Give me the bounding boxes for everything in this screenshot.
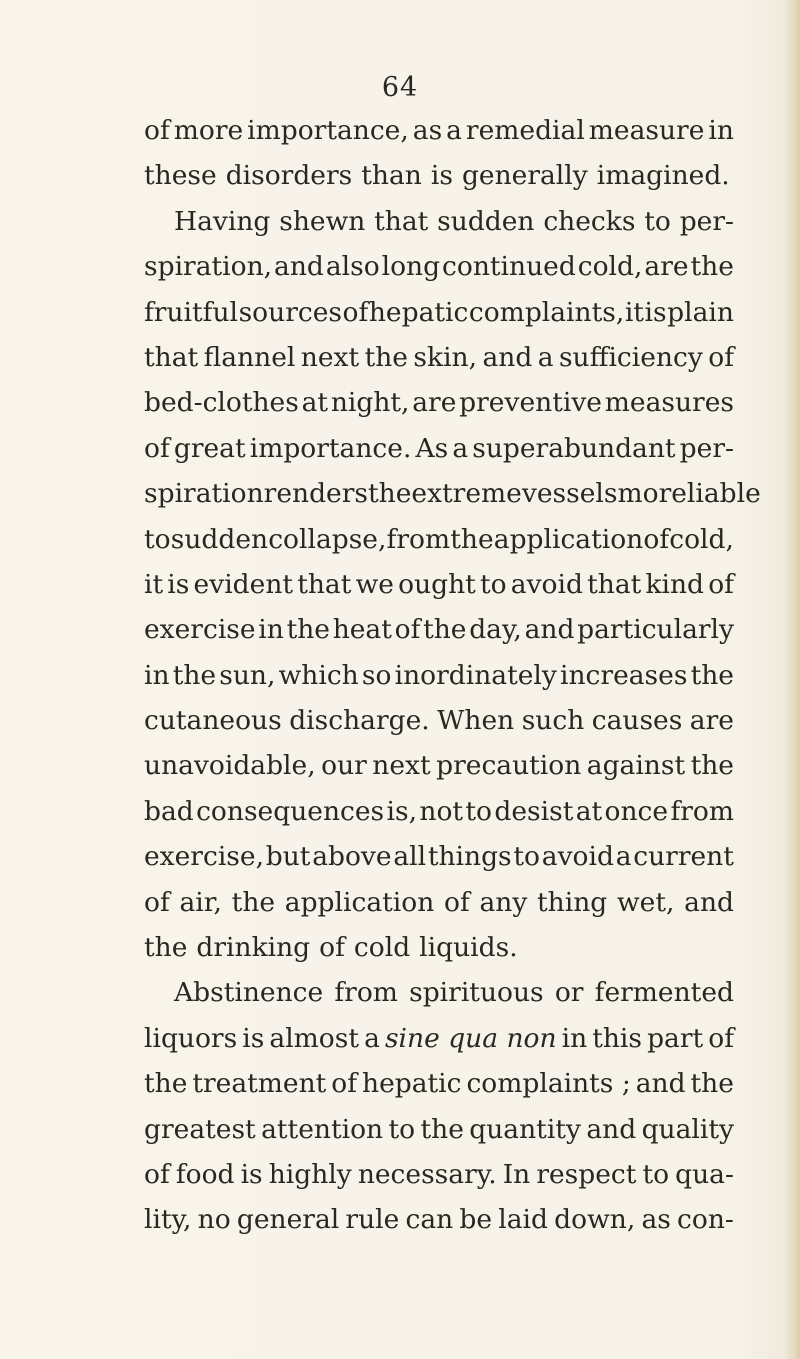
word: rule — [345, 1204, 400, 1236]
text-line — [144, 880, 734, 925]
word: When — [437, 705, 515, 737]
word: treatment — [192, 1068, 327, 1100]
word: liquids. — [419, 932, 518, 964]
word: and — [482, 341, 533, 373]
word: the — [420, 1113, 464, 1145]
word: sources — [238, 296, 342, 328]
word: measures — [604, 387, 734, 419]
word: the — [144, 932, 188, 964]
page-number: 64 — [381, 72, 419, 103]
word: importance, — [247, 115, 409, 146]
word: quality — [641, 1113, 734, 1145]
word: wet, — [616, 886, 675, 918]
word: almost — [269, 1022, 360, 1054]
word: sufficiency — [558, 341, 703, 373]
word: of — [331, 1068, 358, 1100]
word: a — [615, 841, 632, 873]
word: drinking — [196, 932, 311, 964]
word: and — [274, 251, 324, 283]
text-line — [144, 1016, 734, 1061]
word: sudden — [437, 205, 535, 237]
text-line — [144, 562, 734, 607]
word: from — [670, 795, 734, 827]
word: day, — [469, 614, 522, 646]
word: also — [325, 251, 380, 283]
word: part — [647, 1022, 704, 1054]
word: next — [300, 341, 360, 373]
word: all — [393, 841, 427, 873]
word: of — [708, 1022, 734, 1054]
word: shewn — [279, 205, 366, 237]
text-line — [144, 698, 734, 743]
word: to — [465, 795, 493, 827]
word: desist — [494, 795, 574, 827]
word: a — [446, 115, 462, 146]
word: great — [173, 432, 246, 464]
word: to — [644, 205, 671, 237]
text-line — [144, 517, 734, 562]
word: general — [236, 1204, 340, 1236]
text-line — [144, 1152, 734, 1197]
text-line — [144, 290, 734, 335]
word: the — [286, 614, 330, 646]
word: our — [321, 750, 367, 782]
text-line — [144, 789, 734, 834]
text-line — [144, 471, 761, 516]
word: as — [412, 115, 443, 146]
word: liquors — [144, 1022, 238, 1054]
word: bed-clothes — [144, 387, 299, 419]
word: are — [689, 705, 734, 737]
word: long — [381, 251, 441, 283]
word: in — [144, 659, 170, 691]
word: remedial — [465, 115, 585, 146]
word: generally — [461, 160, 588, 192]
word: is — [430, 160, 453, 192]
text-line — [144, 335, 734, 380]
word: it — [144, 568, 164, 600]
word: no — [197, 1204, 231, 1236]
word: fruitful — [144, 296, 239, 328]
word: of — [144, 115, 170, 146]
word: and — [635, 1068, 686, 1100]
text-line — [144, 244, 734, 289]
word: it — [624, 296, 644, 328]
text-line — [144, 653, 734, 698]
text-line — [144, 970, 734, 1015]
word: from — [334, 977, 398, 1009]
word: or — [554, 977, 584, 1009]
word: application — [284, 886, 435, 918]
word: not — [419, 795, 464, 827]
word: the — [450, 523, 494, 555]
word: down, — [554, 1204, 636, 1236]
text-line — [144, 925, 734, 970]
word: the — [690, 1068, 734, 1100]
word: plain — [667, 296, 734, 328]
text-line — [144, 743, 734, 788]
word: Abstinence — [174, 977, 324, 1009]
word: of — [708, 341, 734, 373]
word: than — [361, 160, 422, 192]
word: per- — [679, 205, 734, 237]
word: air, — [179, 886, 222, 918]
word: per- — [679, 432, 734, 464]
word: greatest — [144, 1113, 256, 1145]
word: in — [708, 115, 734, 146]
word: of — [708, 568, 734, 600]
word: the — [144, 1068, 188, 1100]
word: to — [513, 841, 541, 873]
word: continued — [442, 251, 576, 283]
word: importance. — [249, 432, 412, 464]
word: of — [643, 523, 670, 555]
word: measure — [588, 115, 705, 146]
word: the — [172, 659, 217, 691]
word: of — [443, 886, 470, 918]
word: As — [415, 432, 449, 464]
word: spirituous — [409, 977, 544, 1009]
word: the — [368, 478, 412, 510]
word: is — [167, 568, 190, 600]
word: spiration, — [144, 251, 273, 283]
word: flannel — [203, 341, 296, 373]
word: sine qua non — [384, 1022, 557, 1054]
word: complaints ; — [466, 1068, 631, 1100]
word: a — [452, 432, 469, 464]
word: ought — [398, 568, 476, 600]
word: a — [364, 1022, 380, 1054]
word: increases — [560, 659, 688, 691]
word: is — [242, 1022, 265, 1054]
word: laid — [498, 1204, 548, 1236]
text-line — [144, 1061, 734, 1106]
word: checks — [543, 205, 636, 237]
word: above — [312, 841, 392, 873]
text-line — [144, 1107, 734, 1152]
word: more — [173, 115, 244, 146]
word: imagined. — [596, 160, 730, 192]
word: things — [427, 841, 512, 873]
word: con- — [677, 1204, 734, 1236]
word: highly — [268, 1158, 352, 1190]
word: of — [319, 932, 345, 964]
word: skin, — [413, 341, 478, 373]
word: the — [423, 614, 467, 646]
word: that — [144, 341, 199, 373]
word: evident — [193, 568, 294, 600]
word: qua- — [675, 1158, 734, 1190]
word: thing — [537, 886, 608, 918]
word: and — [684, 886, 734, 918]
word: cold, — [577, 251, 643, 283]
word: that — [297, 568, 352, 600]
word: night, — [330, 387, 410, 419]
word: such — [521, 705, 585, 737]
text-line — [144, 426, 734, 471]
text-line — [144, 153, 734, 198]
word: of — [394, 614, 421, 646]
word: particularly — [577, 614, 734, 646]
word: and — [586, 1113, 637, 1145]
word: avoid — [510, 568, 583, 600]
word: quantity — [469, 1113, 581, 1145]
word: these — [144, 160, 217, 192]
word: at — [575, 795, 603, 827]
word: In — [502, 1158, 531, 1190]
word: discharge. — [289, 705, 430, 737]
word: unavoidable, — [144, 750, 316, 782]
word: consequences — [196, 795, 385, 827]
word: of — [144, 1158, 170, 1190]
word: precaution — [436, 750, 582, 782]
text-line — [144, 834, 734, 879]
text-line — [144, 1197, 734, 1242]
page-edge-shadow — [784, 0, 800, 1359]
word: are — [412, 387, 457, 419]
word: are — [644, 251, 689, 283]
word: more — [617, 478, 687, 510]
word: sudden — [170, 523, 269, 555]
word: heat — [332, 614, 392, 646]
text-line — [144, 607, 734, 652]
text-line — [144, 108, 734, 153]
word: to — [388, 1113, 416, 1145]
word: hepatic — [368, 296, 469, 328]
word: spiration — [144, 478, 264, 510]
body-text — [144, 108, 761, 1243]
word: cutaneous — [144, 705, 282, 737]
word: sun, — [219, 659, 276, 691]
word: to — [144, 523, 171, 555]
word: food — [175, 1158, 235, 1190]
text-line — [144, 380, 734, 425]
word: renders — [263, 478, 368, 510]
word: respect — [536, 1158, 637, 1190]
word: once — [604, 795, 669, 827]
text-line — [144, 199, 734, 244]
word: from — [386, 523, 451, 555]
word: as — [641, 1204, 671, 1236]
word: causes — [591, 705, 683, 737]
word: necessary. — [357, 1158, 497, 1190]
word: and — [524, 614, 575, 646]
word: cold, — [669, 523, 734, 555]
word: liable — [686, 478, 761, 510]
word: of — [144, 432, 170, 464]
word: which — [278, 659, 359, 691]
word: that — [374, 205, 429, 237]
word: fermented — [594, 977, 734, 1009]
word: kind — [645, 568, 705, 600]
word: extreme — [411, 478, 522, 510]
word: but — [265, 841, 311, 873]
word: at — [301, 387, 329, 419]
word: be — [459, 1204, 493, 1236]
word: of — [342, 296, 369, 328]
word: preventive — [459, 387, 602, 419]
word: application — [493, 523, 644, 555]
word: current — [633, 841, 734, 873]
word: the — [690, 750, 734, 782]
word: we — [355, 568, 394, 600]
word: that — [587, 568, 642, 600]
word: the — [231, 886, 276, 918]
word: hepatic — [362, 1068, 462, 1100]
word: in — [258, 614, 284, 646]
word: can — [405, 1204, 454, 1236]
word: exercise, — [144, 841, 265, 873]
word: vessels — [521, 478, 618, 510]
word: exercise — [144, 614, 256, 646]
word: against — [586, 750, 686, 782]
word: to — [642, 1158, 670, 1190]
word: the — [690, 659, 734, 691]
word: avoid — [541, 841, 614, 873]
word: cold — [353, 932, 411, 964]
word: any — [479, 886, 528, 918]
word: attention — [261, 1113, 384, 1145]
word: so — [361, 659, 392, 691]
word: is, — [386, 795, 418, 827]
word: to — [479, 568, 507, 600]
word: is — [240, 1158, 263, 1190]
word: is — [644, 296, 667, 328]
word: next — [372, 750, 431, 782]
word: a — [537, 341, 554, 373]
word: Having — [174, 205, 271, 237]
word: disorders — [225, 160, 353, 192]
word: lity, — [144, 1204, 192, 1236]
word: the — [364, 341, 408, 373]
word: this — [592, 1022, 643, 1054]
word: of — [144, 886, 170, 918]
word: the — [690, 251, 734, 283]
word: collapse, — [268, 523, 387, 555]
word: in — [561, 1022, 588, 1054]
word: inordinately — [394, 659, 557, 691]
word: superabundant — [472, 432, 676, 464]
word: bad — [144, 795, 194, 827]
word: complaints, — [468, 296, 625, 328]
